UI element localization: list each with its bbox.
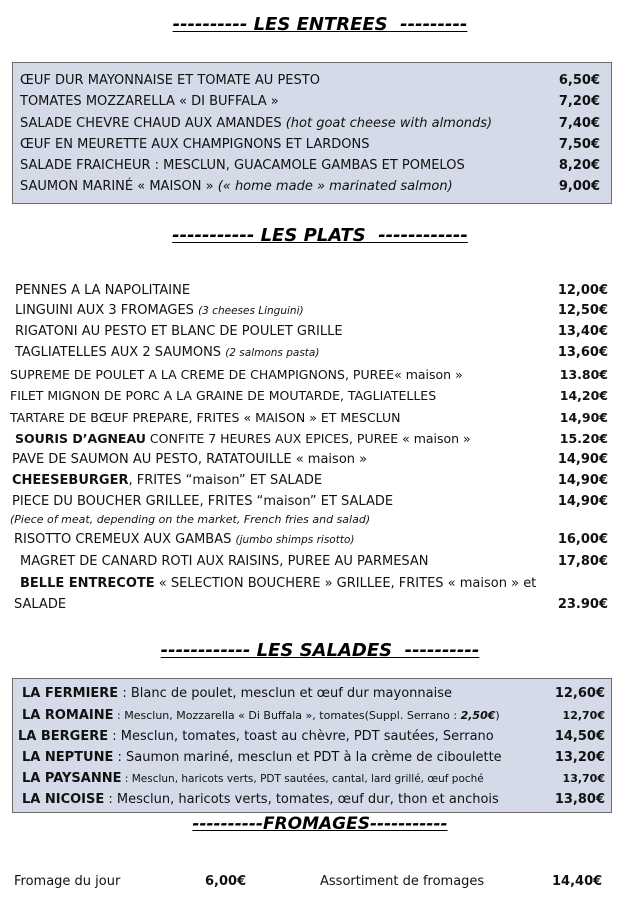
salade-price: 12,70€: [562, 709, 605, 722]
salade-price: 12,60€: [554, 686, 605, 701]
plat-price: 12,50€: [557, 303, 608, 318]
plat-price: 13,60€: [557, 345, 608, 360]
fromages-heading: ----------FROMAGES-----------: [192, 814, 448, 834]
salade-title: LA FERMIERE: [22, 686, 119, 701]
salade-title: LA NEPTUNE: [22, 750, 114, 765]
entree-name: SALADE CHEVRE CHAUD AUX AMANDES (hot goat cheese with almonds): [20, 116, 493, 131]
plat-name: SUPREME DE POULET A LA CREME DE CHAMPIGNONS, PUREE« maison »: [10, 367, 463, 382]
plat-price: 16,00€: [557, 532, 608, 547]
fromage-price: 14,40€: [552, 874, 603, 889]
fromage-price: 6,00€: [205, 874, 247, 889]
plat-price: 13,40€: [557, 324, 608, 339]
entree-price: 8,20€: [558, 158, 600, 173]
entree-price: 7,40€: [558, 116, 600, 131]
plat-price: 17,80€: [557, 554, 608, 569]
plat-bold-name: SOURIS D’AGNEAU: [15, 431, 146, 446]
salade-title: LA NICOISE: [22, 792, 105, 807]
plat-price: 14,90€: [557, 473, 608, 488]
plat-name: RIGATONI AU PESTO ET BLANC DE POULET GRILLE: [15, 324, 343, 339]
plat-name: MAGRET DE CANARD ROTI AUX RAISINS, PUREE AU PARMESAN: [20, 554, 429, 569]
entree-note: (hot goat cheese with almonds): [285, 116, 493, 131]
plat-name: PAVE DE SAUMON AU PESTO, RATATOUILLE « maison »: [12, 452, 368, 467]
plat-bold-name: BELLE ENTRECOTE: [20, 576, 155, 591]
plat-name: PENNES A LA NAPOLITAINE: [15, 283, 191, 298]
plat-note: (jumbo shimps risotto): [235, 534, 355, 546]
salade-name: LA BERGERE : Mesclun, tomates, toast au chèvre, PDT sautées, Serrano: [18, 729, 494, 744]
salade-price: 14,50€: [554, 729, 605, 744]
entree-name: SAUMON MARINÉ « MAISON » (« home made » marinated salmon): [20, 179, 453, 194]
plat-name: FILET MIGNON DE PORC A LA GRAINE DE MOUTARDE, TAGLIATELLES: [10, 388, 437, 403]
plat-price: 14,20€: [559, 388, 608, 403]
entree-name: ŒUF DUR MAYONNAISE ET TOMATE AU PESTO: [20, 73, 320, 88]
salade-price: 13,20€: [554, 750, 605, 765]
salades-heading: ------------ LES SALADES ----------: [160, 640, 480, 661]
entrees-heading: ---------- LES ENTREES ---------: [172, 14, 468, 35]
plat-price: 23.90€: [557, 597, 608, 612]
plat-name: TAGLIATELLES AUX 2 SAUMONS (2 salmons pasta): [15, 345, 320, 360]
fromage-name: Fromage du jour: [14, 874, 121, 889]
entree-name: SALADE FRAICHEUR : MESCLUN, GUACAMOLE GAMBAS ET POMELOS: [20, 158, 465, 173]
plat-name: PIECE DU BOUCHER GRILLEE, FRITES “maison” ET SALADE: [12, 494, 394, 509]
plat-price: 14,90€: [557, 494, 608, 509]
plats-heading: ----------- LES PLATS ------------: [172, 225, 468, 246]
plat-name: RISOTTO CREMEUX AUX GAMBAS (jumbo shimps risotto): [14, 532, 355, 547]
salade-price: 13,80€: [554, 792, 605, 807]
plat-price: 14,90€: [557, 452, 608, 467]
salade-name: LA ROMAINE : Mesclun, Mozzarella « Di Buffala », tomates(Suppl. Serrano : 2,50€): [22, 708, 500, 723]
plat-price: 15.20€: [559, 431, 608, 446]
plat-price: 14,90€: [559, 410, 608, 425]
plat-name: BELLE ENTRECOTE « SELECTION BOUCHERE » GRILLEE, FRITES « maison » et: [20, 576, 537, 591]
plat-note: (2 salmons pasta): [225, 347, 320, 359]
plat-name: CHEESEBURGER, FRITES “maison” ET SALADE: [12, 473, 323, 488]
salade-name: LA NICOISE : Mesclun, haricots verts, tomates, œuf dur, thon et anchois: [22, 792, 499, 807]
plat-price: 12,00€: [557, 283, 608, 298]
plat-price: 13.80€: [559, 367, 608, 382]
entree-price: 7,20€: [558, 94, 600, 109]
plat-name: LINGUINI AUX 3 FROMAGES (3 cheeses Linguini): [15, 303, 304, 318]
entree-name: TOMATES MOZZARELLA « DI BUFFALA »: [20, 94, 279, 109]
plat-name: SALADE: [14, 597, 67, 612]
entree-name: ŒUF EN MEURETTE AUX CHAMPIGNONS ET LARDONS: [20, 137, 370, 152]
salade-price: 13,70€: [562, 772, 605, 785]
salade-title: LA ROMAINE: [22, 708, 114, 723]
salade-name: LA PAYSANNE : Mesclun, haricots verts, PDT sautées, cantal, lard grillé, œuf poché: [22, 771, 484, 786]
entree-note: (« home made » marinated salmon): [217, 179, 453, 194]
plat-bold-name: CHEESEBURGER: [12, 473, 129, 488]
salade-name: LA FERMIERE : Blanc de poulet, mesclun et œuf dur mayonnaise: [22, 686, 452, 701]
fromage-name: Assortiment de fromages: [320, 874, 485, 889]
salade-title: LA PAYSANNE: [22, 771, 122, 786]
entree-price: 9,00€: [558, 179, 600, 194]
salade-title: LA BERGERE: [18, 729, 109, 744]
salade-name: LA NEPTUNE : Saumon mariné, mesclun et PDT à la crème de ciboulette: [22, 750, 502, 765]
entree-price: 6,50€: [558, 73, 600, 88]
entree-price: 7,50€: [558, 137, 600, 152]
piece-note: (Piece of meat, depending on the market, French fries and salad): [10, 513, 371, 526]
plat-note: (3 cheeses Linguini): [198, 305, 304, 317]
plat-name: SOURIS D’AGNEAU CONFITE 7 HEURES AUX EPICES, PUREE « maison »: [15, 431, 471, 446]
plat-name: TARTARE DE BŒUF PREPARE, FRITES « MAISON » ET MESCLUN: [10, 410, 401, 425]
